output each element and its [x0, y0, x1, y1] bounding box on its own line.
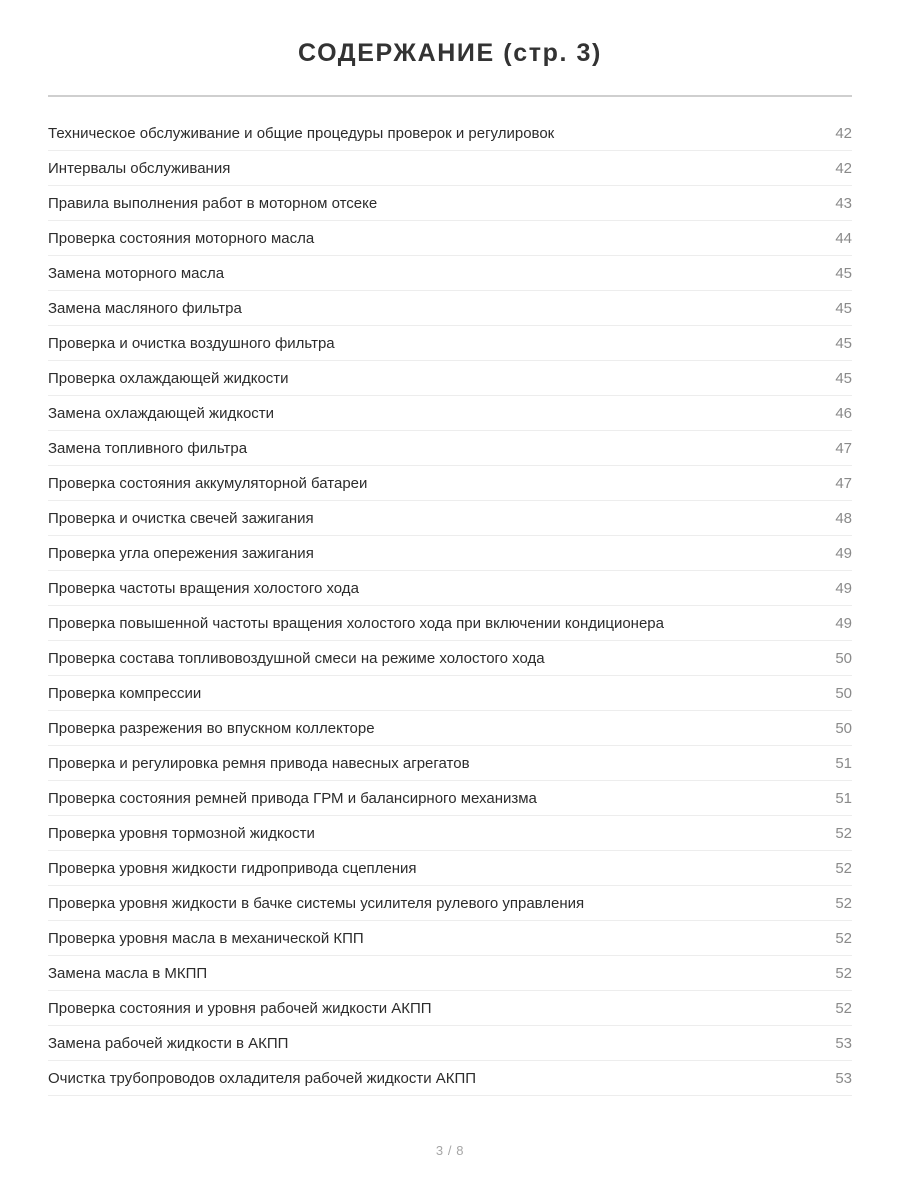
toc-entry-title[interactable]: Проверка состава топливовоздушной смеси на режиме холостого хода: [48, 649, 545, 667]
toc-entry-page-number: 46: [835, 404, 852, 422]
toc-row[interactable]: [48, 781, 852, 816]
toc-row[interactable]: [48, 291, 852, 326]
toc-entry-page-number: 43: [835, 194, 852, 212]
toc-entry-page-number: 50: [835, 719, 852, 737]
toc-entry-title[interactable]: Проверка состояния и уровня рабочей жидкости АКПП: [48, 999, 432, 1017]
toc-entry-page-number: 51: [835, 789, 852, 807]
toc-entry-page-number: 52: [835, 824, 852, 842]
toc-row[interactable]: [48, 886, 852, 921]
toc-entry-page-number: 52: [835, 964, 852, 982]
toc-row[interactable]: [48, 746, 852, 781]
toc-entry-title[interactable]: Проверка и регулировка ремня привода навесных агрегатов: [48, 754, 470, 772]
toc-entry-page-number: 52: [835, 859, 852, 877]
toc-row[interactable]: [48, 466, 852, 501]
toc-row[interactable]: [48, 256, 852, 291]
toc-entry-title[interactable]: Проверка уровня масла в механической КПП: [48, 929, 364, 947]
toc-row[interactable]: [48, 361, 852, 396]
toc-entry-page-number: 45: [835, 334, 852, 352]
toc-row[interactable]: [48, 151, 852, 186]
toc-row[interactable]: [48, 116, 852, 151]
toc-entry-page-number: 51: [835, 754, 852, 772]
toc-entry-title[interactable]: Проверка состояния ремней привода ГРМ и балансирного механизма: [48, 789, 537, 807]
toc-entry-title[interactable]: Замена моторного масла: [48, 264, 225, 282]
toc-entry-page-number: 53: [835, 1034, 852, 1052]
toc-entry-title[interactable]: Проверка компрессии: [48, 684, 202, 702]
toc-entry-page-number: 50: [835, 649, 852, 667]
toc-entry-page-number: 42: [835, 159, 852, 177]
title-divider: [48, 95, 852, 97]
toc-entry-title[interactable]: Проверка уровня жидкости в бачке системы усилителя рулевого управления: [48, 894, 585, 912]
toc-entry-page-number: 53: [835, 1069, 852, 1087]
toc-row[interactable]: [48, 501, 852, 536]
toc-entry-title[interactable]: Проверка охлаждающей жидкости: [48, 369, 289, 387]
toc-row[interactable]: [48, 956, 852, 991]
toc-entry-page-number: 52: [835, 894, 852, 912]
toc-row[interactable]: [48, 396, 852, 431]
toc-entry-title[interactable]: Техническое обслуживание и общие процедуры проверок и регулировок: [48, 124, 555, 142]
toc-entry-page-number: 44: [835, 229, 852, 247]
toc-entry-page-number: 50: [835, 684, 852, 702]
toc-entry-title[interactable]: Замена рабочей жидкости в АКПП: [48, 1034, 289, 1052]
toc-entry-page-number: 52: [835, 929, 852, 947]
toc-row[interactable]: [48, 1061, 852, 1096]
toc-entry-page-number: 49: [835, 544, 852, 562]
toc-entry-page-number: 52: [835, 999, 852, 1017]
toc-entry-title[interactable]: Проверка повышенной частоты вращения холостого хода при включении кондиционера: [48, 614, 664, 632]
toc-entry-page-number: 42: [835, 124, 852, 142]
toc-row[interactable]: [48, 326, 852, 361]
toc-entry-title[interactable]: Проверка разрежения во впускном коллекторе: [48, 719, 375, 737]
toc-row[interactable]: [48, 1026, 852, 1061]
page-footer: 3 / 8: [435, 1143, 465, 1158]
toc-entry-page-number: 49: [835, 614, 852, 632]
toc-entry-title[interactable]: Проверка и очистка воздушного фильтра: [48, 334, 335, 352]
toc-entry-title[interactable]: Проверка частоты вращения холостого хода: [48, 579, 359, 597]
toc-entry-title[interactable]: Интервалы обслуживания: [48, 159, 231, 177]
toc-row[interactable]: [48, 641, 852, 676]
toc-entry-title[interactable]: Замена охлаждающей жидкости: [48, 404, 275, 422]
toc-entry-title[interactable]: Проверка уровня жидкости гидропривода сцепления: [48, 859, 417, 877]
toc-entry-title[interactable]: Замена топливного фильтра: [48, 439, 248, 457]
toc-row[interactable]: [48, 991, 852, 1026]
table-of-contents: [48, 116, 852, 1096]
toc-row[interactable]: [48, 606, 852, 641]
toc-entry-page-number: 47: [835, 439, 852, 457]
toc-entry-title[interactable]: Проверка состояния моторного масла: [48, 229, 315, 247]
toc-body: [48, 116, 852, 1096]
toc-row[interactable]: [48, 816, 852, 851]
toc-entry-page-number: 45: [835, 369, 852, 387]
toc-entry-title[interactable]: Замена масла в МКПП: [48, 964, 208, 982]
toc-row[interactable]: [48, 186, 852, 221]
toc-row[interactable]: [48, 676, 852, 711]
page-title: СОДЕРЖАНИЕ (стр. 3): [298, 39, 602, 67]
toc-entry-page-number: 49: [835, 579, 852, 597]
toc-entry-title[interactable]: Правила выполнения работ в моторном отсеке: [48, 194, 378, 212]
toc-entry-page-number: 48: [835, 509, 852, 527]
toc-row[interactable]: [48, 921, 852, 956]
toc-entry-title[interactable]: Очистка трубопроводов охладителя рабочей жидкости АКПП: [48, 1069, 477, 1087]
toc-entry-page-number: 47: [835, 474, 852, 492]
toc-entry-title[interactable]: Проверка и очистка свечей зажигания: [48, 509, 314, 527]
toc-entry-title[interactable]: Проверка угла опережения зажигания: [48, 544, 314, 562]
toc-entry-title[interactable]: Проверка состояния аккумуляторной батареи: [48, 474, 368, 492]
toc-entry-title[interactable]: Проверка уровня тормозной жидкости: [48, 824, 315, 842]
toc-row[interactable]: [48, 536, 852, 571]
toc-entry-title[interactable]: Замена масляного фильтра: [48, 299, 242, 317]
toc-entry-page-number: 45: [835, 264, 852, 282]
toc-row[interactable]: [48, 851, 852, 886]
toc-row[interactable]: [48, 711, 852, 746]
toc-row[interactable]: [48, 221, 852, 256]
toc-entry-page-number: 45: [835, 299, 852, 317]
toc-row[interactable]: [48, 431, 852, 466]
toc-row[interactable]: [48, 571, 852, 606]
